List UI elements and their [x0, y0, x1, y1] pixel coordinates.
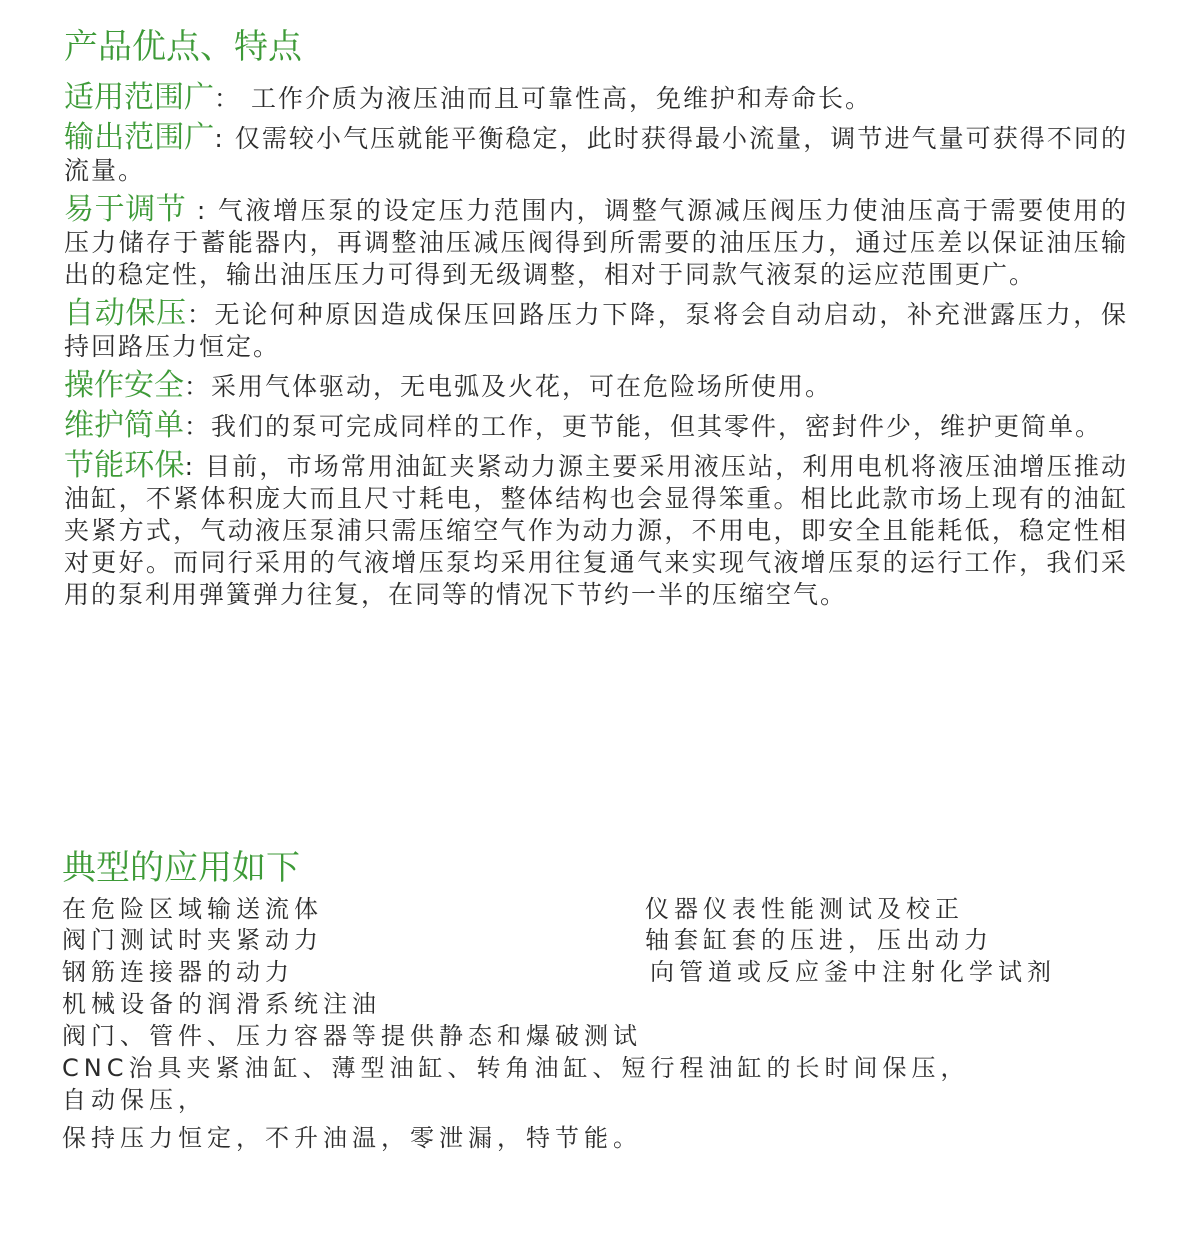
- feature-item: [64, 370, 1128, 403]
- feature-item: [64, 450, 1128, 611]
- feature-item: [64, 122, 1128, 187]
- feature-text: 气液增压泵的设定压力范围内，调整气源减压阀压力使油压高于需要使用的压力储存于蓄能器内，再调整油压减压阀得到所需要的油压压力，通过压差以保证油压输出的稳定性，输出油压压力可得到无级调整，相对于同款气液泵的运应范围更广。: [64, 196, 1128, 289]
- application-item: 阀门测试时夹紧动力: [62, 926, 323, 954]
- feature-text: 仅需较小气压就能平衡稳定，此时获得最小流量，调节进气量可获得不同的流量。: [64, 124, 1128, 185]
- applications-title: 典型的应用如下: [62, 848, 300, 888]
- feature-separator: :: [184, 452, 196, 481]
- feature-item: [64, 194, 1128, 291]
- advantages-title: 产品优点、特点: [64, 27, 302, 67]
- application-item: 机械设备的润滑系统注油: [62, 990, 381, 1018]
- feature-text: 目前，市场常用油缸夹紧动力源主要采用液压站，利用电机将液压油增压推动油缸，不紧体积庞大而且尺寸耗电，整体结构也会显得笨重。相比此款市场上现有的油缸夹紧方式，气动液压泵浦只需压缩空气作为动力源，不用电，即安全且能耗低，稳定性相对更好。而同行采用的气液增压泵均采用往复通气来实现气液增压泵的运行工作，我们采用的泵利用弹簧弹力往复，在同等的情况下节约一半的压缩空气。: [64, 452, 1128, 609]
- application-item: 轴套缸套的压进，压出动力: [645, 926, 993, 954]
- feature-item: [64, 298, 1128, 363]
- feature-text: 采用气体驱动，无电弧及火花，可在危险场所使用。: [211, 372, 833, 401]
- application-item: 仪器仪表性能测试及校正: [645, 895, 964, 923]
- feature-title: 操作安全: [64, 368, 184, 403]
- feature-title: 易于调节: [64, 192, 187, 227]
- feature-title: 输出范围广: [64, 120, 215, 155]
- feature-separator: ：: [184, 412, 212, 441]
- feature-text: 我们的泵可完成同样的工作，更节能，但其零件，密封件少，维护更简单。: [211, 412, 1103, 441]
- feature-text: 工作介质为液压油而且可靠性高，免维护和寿命长。: [241, 84, 872, 113]
- feature-text: 无论何种原因造成保压回路压力下降，泵将会自动启动，补充泄露压力，保持回路压力恒定。: [64, 300, 1128, 361]
- feature-separator: ：: [184, 372, 212, 401]
- application-item: 向管道或反应釜中注射化学试剂: [650, 958, 1056, 986]
- feature-separator: :: [214, 124, 225, 153]
- feature-title: 维护简单: [64, 408, 184, 443]
- feature-separator: :: [186, 196, 218, 225]
- feature-title: 节能环保: [64, 448, 185, 483]
- feature-separator: ：: [214, 84, 242, 113]
- feature-title: 自动保压: [64, 296, 187, 331]
- feature-separator: ：: [186, 300, 215, 329]
- feature-item: [64, 410, 1128, 443]
- application-item: 钢筋连接器的动力: [62, 958, 294, 986]
- application-item: 在危险区域输送流体: [62, 895, 323, 923]
- features-list: [64, 82, 1128, 618]
- application-item: 保持压力恒定，不升油温，零泄漏，特节能。: [62, 1124, 642, 1152]
- application-item: CNC治具夹紧油缸、薄型油缸、转角油缸、短行程油缸的长时间保压，自动保压，: [62, 1054, 970, 1114]
- applications-list: [62, 893, 1172, 1163]
- feature-item: [64, 82, 1128, 115]
- feature-title: 适用范围广: [64, 80, 214, 115]
- application-item: 阀门、管件、压力容器等提供静态和爆破测试: [62, 1022, 642, 1050]
